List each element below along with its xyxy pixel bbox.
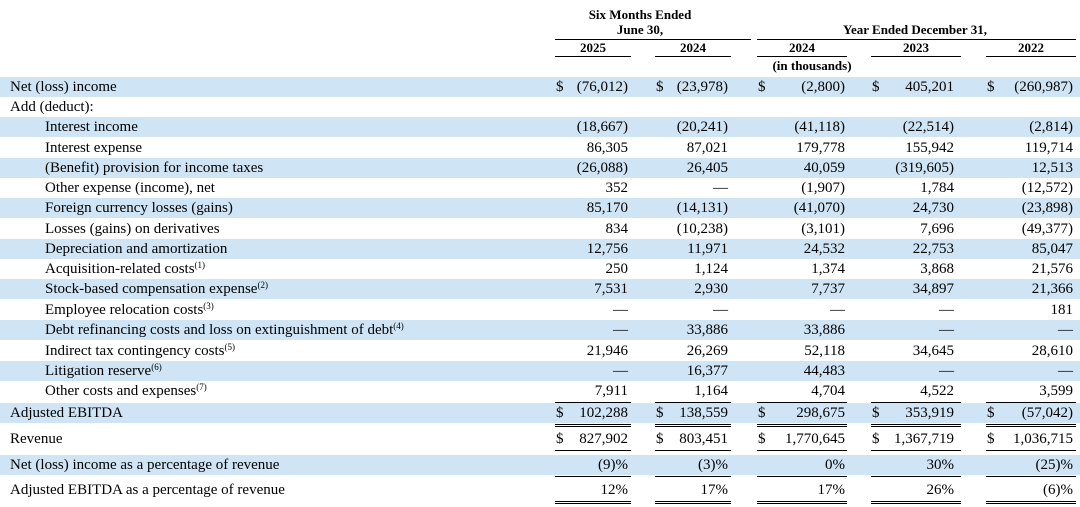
double-underline — [757, 424, 847, 427]
table-row — [0, 279, 1080, 299]
double-underline — [555, 501, 631, 504]
value-cell: 28,610 — [1031, 343, 1073, 359]
row-label — [45, 158, 263, 178]
row-label — [10, 429, 62, 449]
value-cell: 181 — [1050, 302, 1073, 318]
value-cell: (18,667) — [576, 119, 628, 135]
value-cell: 22,753 — [912, 241, 954, 257]
table-row — [0, 178, 1080, 198]
value-cell: (41,118) — [794, 119, 845, 135]
value-cell: 30% — [926, 457, 954, 473]
value-cell: 102,288 — [579, 405, 628, 421]
value-cell: (41,070) — [793, 200, 845, 216]
row-label — [45, 300, 214, 320]
double-underline — [555, 424, 631, 427]
value-cell: 33,886 — [686, 322, 728, 338]
double-underline — [655, 501, 731, 504]
value-cell: 1,770,645 — [785, 431, 845, 447]
footnote-marker: (7) — [196, 382, 207, 392]
year-underline-1 — [555, 56, 631, 57]
year-underline-2 — [655, 56, 731, 57]
currency-symbol: $ — [872, 405, 880, 421]
table-row — [0, 429, 1080, 449]
row-label-text: Adjusted EBITDA as a percentage of revenue — [10, 482, 285, 498]
table-row — [0, 455, 1080, 475]
value-cell: 26,269 — [686, 343, 728, 359]
row-label-text: Other costs and expenses — [45, 383, 197, 399]
value-cell: 1,367,719 — [894, 431, 954, 447]
value-cell: (2,814) — [1029, 119, 1073, 135]
value-cell: 138,559 — [679, 405, 728, 421]
value-cell: (23,898) — [1021, 200, 1073, 216]
value-cell: 155,942 — [905, 140, 954, 156]
value-cell: 405,201 — [905, 79, 954, 95]
value-cell: 24,532 — [803, 241, 845, 257]
value-cell: 1,784 — [920, 180, 954, 196]
row-label — [45, 279, 268, 299]
table-row — [0, 341, 1080, 361]
table-row — [0, 480, 1080, 500]
row-label-text: Employee relocation costs — [45, 302, 204, 318]
value-cell: 21,946 — [586, 343, 628, 359]
row-label-text: Indirect tax contingency costs — [45, 343, 225, 359]
year-header-3: 2024 — [789, 40, 815, 55]
six-months-header-line2: June 30, — [616, 22, 664, 37]
row-label-text: Acquisition-related costs — [45, 261, 195, 277]
value-cell: (6)% — [1043, 482, 1073, 498]
table-row — [0, 77, 1080, 97]
table-row — [0, 117, 1080, 137]
value-cell: (9)% — [598, 457, 628, 473]
value-cell: 7,696 — [920, 221, 954, 237]
value-cell: 16,377 — [686, 363, 728, 379]
six-months-header-line1: Six Months Ended — [588, 7, 692, 22]
value-cell: 34,645 — [912, 343, 954, 359]
row-label — [10, 403, 123, 423]
currency-symbol: $ — [987, 405, 995, 421]
row-label — [45, 341, 235, 361]
row-label — [45, 239, 227, 259]
row-label — [10, 455, 279, 475]
value-cell: — — [939, 322, 954, 338]
row-label-text: Revenue — [10, 431, 63, 447]
value-cell: 0% — [825, 457, 845, 473]
table-row — [0, 381, 1080, 401]
footnote-marker: (4) — [393, 321, 404, 331]
value-cell: 34,897 — [912, 281, 954, 297]
single-underline — [757, 476, 847, 477]
value-cell: (260,987) — [1014, 79, 1073, 95]
single-underline — [986, 476, 1076, 477]
value-cell: (3,101) — [801, 221, 845, 237]
currency-symbol: $ — [758, 79, 766, 95]
year-header-2: 2024 — [680, 40, 706, 55]
row-label-text: Interest income — [45, 119, 138, 135]
double-underline — [986, 424, 1076, 427]
single-underline — [757, 450, 847, 451]
currency-symbol: $ — [556, 79, 564, 95]
currency-symbol: $ — [656, 431, 664, 447]
row-label-text: Other expense (income), net — [45, 180, 215, 196]
currency-symbol: $ — [987, 79, 995, 95]
single-underline — [555, 476, 631, 477]
value-cell: 834 — [605, 221, 628, 237]
row-label-text: Stock-based compensation expense — [45, 281, 258, 297]
single-underline — [655, 476, 731, 477]
year-header-5: 2022 — [1018, 40, 1044, 55]
value-cell: (57,042) — [1021, 405, 1073, 421]
double-underline — [871, 424, 961, 427]
value-cell: 353,919 — [905, 405, 954, 421]
currency-symbol: $ — [872, 79, 880, 95]
value-cell: — — [1058, 363, 1073, 379]
value-cell: (12,572) — [1021, 180, 1073, 196]
value-cell: 3,599 — [1039, 383, 1073, 399]
value-cell: — — [613, 302, 628, 318]
value-cell: 33,886 — [803, 322, 845, 338]
year-header-1: 2025 — [580, 40, 606, 55]
value-cell: 827,902 — [579, 431, 628, 447]
value-cell: — — [939, 302, 954, 318]
double-underline — [757, 501, 847, 504]
footnote-marker: (5) — [224, 342, 236, 352]
value-cell: (22,514) — [902, 119, 954, 135]
single-underline — [555, 450, 631, 451]
value-cell: 86,305 — [586, 140, 628, 156]
footnote-marker: (1) — [194, 260, 206, 270]
value-cell: 2,930 — [694, 281, 728, 297]
value-cell: 52,118 — [804, 343, 845, 359]
row-label — [10, 97, 94, 117]
table-row — [0, 158, 1080, 178]
currency-symbol: $ — [656, 79, 664, 95]
footnote-marker: (3) — [203, 301, 214, 311]
row-label — [45, 361, 162, 381]
value-cell: 21,366 — [1031, 281, 1073, 297]
year-header-4: 2023 — [903, 40, 929, 55]
value-cell: 4,704 — [811, 383, 845, 399]
value-cell: 12,513 — [1031, 160, 1073, 176]
value-cell: (49,377) — [1021, 221, 1073, 237]
value-cell: 87,021 — [686, 140, 728, 156]
value-cell: 85,170 — [586, 200, 628, 216]
value-cell: 12,756 — [586, 241, 628, 257]
row-label-text: Adjusted EBITDA — [10, 405, 123, 421]
double-underline — [986, 501, 1076, 504]
value-cell: — — [613, 322, 628, 338]
currency-symbol: $ — [872, 431, 880, 447]
row-label-text: (Benefit) provision for income taxes — [45, 160, 264, 176]
value-cell: — — [830, 302, 845, 318]
value-cell: 26% — [926, 482, 954, 498]
footnote-marker: (2) — [257, 280, 268, 290]
row-label-text: Net (loss) income as a percentage of revenue — [10, 457, 280, 473]
value-cell: (76,012) — [576, 79, 628, 95]
value-cell: (319,605) — [895, 160, 954, 176]
year-underline-5 — [986, 56, 1076, 57]
row-label-text: Interest expense — [45, 140, 143, 156]
year-ended-header: Year Ended December 31, — [843, 22, 987, 37]
row-label — [10, 77, 117, 97]
table-row — [0, 259, 1080, 279]
single-underline — [655, 450, 731, 451]
currency-symbol: $ — [758, 405, 766, 421]
table-row — [0, 239, 1080, 259]
value-cell: 1,124 — [694, 261, 728, 277]
value-cell: (20,241) — [676, 119, 728, 135]
double-underline — [871, 501, 961, 504]
value-cell: 803,451 — [679, 431, 728, 447]
row-label-text: Add (deduct): — [10, 99, 94, 115]
single-underline — [871, 476, 961, 477]
value-cell: (1,907) — [801, 180, 845, 196]
value-cell: (23,978) — [676, 79, 728, 95]
value-cell: — — [713, 180, 728, 196]
row-label — [10, 480, 285, 500]
value-cell: (3)% — [698, 457, 728, 473]
table-row — [0, 219, 1080, 239]
currency-symbol: $ — [556, 405, 564, 421]
value-cell: — — [1058, 322, 1073, 338]
row-label — [45, 138, 142, 158]
value-cell: 7,737 — [811, 281, 845, 297]
value-cell: (25)% — [1035, 457, 1073, 473]
value-cell: 4,522 — [920, 383, 954, 399]
table-row — [0, 403, 1080, 423]
value-cell: 85,047 — [1031, 241, 1073, 257]
value-cell: (26,088) — [576, 160, 628, 176]
value-cell: 40,059 — [803, 160, 845, 176]
row-label — [45, 381, 207, 401]
table-row — [0, 198, 1080, 218]
table-row — [0, 97, 1080, 117]
value-cell: 1,164 — [694, 383, 728, 399]
row-label-text: Foreign currency losses (gains) — [45, 200, 233, 216]
row-label — [45, 198, 233, 218]
value-cell: 44,483 — [803, 363, 845, 379]
value-cell: 11,971 — [687, 241, 728, 257]
row-label — [45, 259, 205, 279]
row-label-text: Debt refinancing costs and loss on extinguishment of debt — [45, 322, 394, 338]
value-cell: — — [613, 363, 628, 379]
row-label — [45, 320, 404, 340]
footnote-marker: (6) — [151, 362, 162, 372]
value-cell: 1,374 — [811, 261, 845, 277]
table-row — [0, 320, 1080, 340]
year-underline-3 — [757, 56, 847, 57]
row-label — [45, 178, 215, 198]
row-label-text: Losses (gains) on derivatives — [45, 221, 220, 237]
row-label — [45, 117, 138, 137]
currency-symbol: $ — [987, 431, 995, 447]
table-row — [0, 300, 1080, 320]
value-cell: 250 — [605, 261, 628, 277]
row-label-text: Depreciation and amortization — [45, 241, 228, 257]
currency-symbol: $ — [758, 431, 766, 447]
value-cell: 1,036,715 — [1013, 431, 1073, 447]
single-underline — [871, 450, 961, 451]
value-cell: 352 — [605, 180, 628, 196]
value-cell: 7,911 — [594, 383, 628, 399]
in-thousands-note: (in thousands) — [772, 58, 852, 73]
double-underline — [655, 424, 731, 427]
single-underline — [986, 450, 1076, 451]
value-cell: 3,868 — [920, 261, 954, 277]
value-cell: 24,730 — [912, 200, 954, 216]
value-cell: (2,800) — [801, 79, 845, 95]
value-cell: 26,405 — [686, 160, 728, 176]
value-cell: 179,778 — [796, 140, 845, 156]
value-cell: 12% — [600, 482, 628, 498]
row-label-text: Net (loss) income — [10, 79, 117, 95]
value-cell: 7,531 — [594, 281, 628, 297]
row-label — [45, 219, 220, 239]
value-cell: 21,576 — [1031, 261, 1073, 277]
value-cell: 119,714 — [1024, 140, 1073, 156]
value-cell: (10,238) — [676, 221, 728, 237]
year-underline-4 — [871, 56, 961, 57]
value-cell: 17% — [700, 482, 728, 498]
currency-symbol: $ — [556, 431, 564, 447]
value-cell: 17% — [817, 482, 845, 498]
value-cell: — — [939, 363, 954, 379]
value-cell: 298,675 — [796, 405, 845, 421]
table-row — [0, 361, 1080, 381]
table-row — [0, 138, 1080, 158]
row-label-text: Litigation reserve — [45, 363, 152, 379]
value-cell: — — [713, 302, 728, 318]
value-cell: (14,131) — [676, 200, 728, 216]
currency-symbol: $ — [656, 405, 664, 421]
